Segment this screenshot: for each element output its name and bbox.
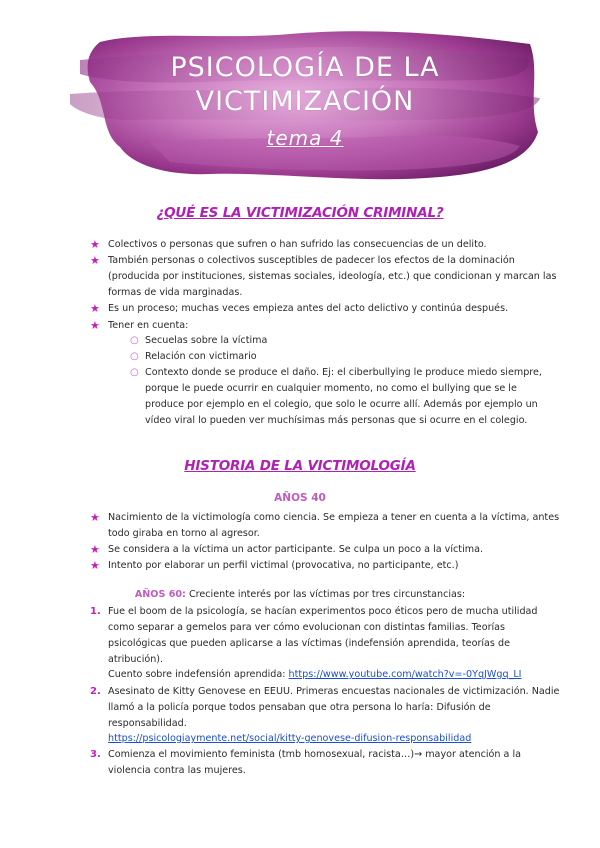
- bullet-text: formas de vida marginadas.: [108, 287, 243, 298]
- era-heading-40: AÑOS 40: [274, 492, 326, 504]
- youtube-link[interactable]: https://www.youtube.com/watch?v=-0YqJWgq_LI: [288, 669, 522, 680]
- circle-icon: ○: [130, 351, 139, 362]
- bullet-text: (producida por instituciones, sistemas sociales, ideología, etc.) que condicionan y marcan las: [108, 271, 557, 282]
- list-item-text: [108, 667, 522, 682]
- sub-item-text: porque le puede ocurrir en cualquier momento, no como el bullying que se le: [145, 383, 517, 394]
- page-title-line2: VICTIMIZACIÓN: [195, 86, 415, 117]
- list-item-text: violencia contra las mujeres.: [108, 765, 246, 776]
- list-number: 1.: [90, 606, 101, 617]
- star-icon: ★: [90, 302, 100, 315]
- page-subtitle: tema 4: [266, 126, 344, 150]
- list-item-text: Asesinato de Kitty Genovese en EEUU. Primeras encuestas nacionales de victimización. Nadie: [108, 686, 560, 697]
- star-icon: ★: [90, 559, 100, 572]
- list-item-text: responsabilidad.: [108, 718, 187, 729]
- page-title-line1: PSICOLOGÍA DE LA: [170, 52, 440, 83]
- bullet-text: Nacimiento de la victimología como ciencia. Se empieza a tener en cuenta a la víctima, antes: [108, 512, 560, 523]
- bullet-text: Es un proceso; muchas veces empieza antes del acto delictivo y continúa después.: [108, 303, 509, 314]
- bullet-text: Se considera a la víctima un actor participante. Se culpa un poco a la víctima.: [108, 544, 484, 555]
- link-label: Cuento sobre indefensión aprendida:: [108, 669, 289, 680]
- list-item-text: como separar a gemelos para ver cómo evolucionan con distintas familias. Teorías: [108, 622, 506, 633]
- bullet-text: todo giraba en torno al agresor.: [108, 528, 260, 539]
- circle-icon: ○: [130, 367, 139, 378]
- bullet-text: Colectivos o personas que sufren o han sufrido las consecuencias de un delito.: [108, 239, 487, 250]
- sub-item-text: produce por ejemplo en el colegio, que solo le ocurre allí. Además por ejemplo un: [145, 399, 538, 410]
- bullet-text: Intento por elaborar un perfil victimal (provocativa, no participante, etc.): [108, 560, 459, 571]
- star-icon: ★: [90, 543, 100, 556]
- circle-icon: ○: [130, 335, 139, 346]
- star-icon: ★: [90, 319, 100, 332]
- bullet-text: Tener en cuenta:: [108, 320, 189, 331]
- list-item-text: Fue el boom de la psicología, se hacían experimentos poco éticos pero de mucha utilidad: [108, 606, 538, 617]
- list-item-text: llamó a la policía porque todos pensaban que otra persona lo haría: Difusión de: [108, 702, 491, 713]
- header-banner: [60, 22, 550, 187]
- sub-item-text: Secuelas sobre la víctima: [145, 335, 268, 346]
- sub-item-text: vídeo viral lo pueden ver muchísimas más personas que si ocurre en el colegio.: [145, 415, 528, 426]
- list-item-text: atribución).: [108, 654, 164, 665]
- star-icon: ★: [90, 238, 100, 251]
- sub-item-text: Contexto donde se produce el daño. Ej: el ciberbullying le produce miedo siempre,: [145, 367, 542, 378]
- star-icon: ★: [90, 511, 100, 524]
- list-item-text: psicológicas que pueden aplicarse a las víctimas (indefensión aprendida, teorías de: [108, 638, 510, 649]
- list-item-text: [108, 731, 471, 746]
- list-item-text: Comienza el movimiento feminista (tmb homosexual, racista…)→ mayor atención a la: [108, 749, 522, 760]
- era-label-60: AÑOS 60:: [134, 589, 186, 600]
- bullet-text: También personas o colectivos susceptibles de padecer los efectos de la dominación: [108, 255, 515, 266]
- section-heading-victimizacion: ¿QUÉ ES LA VICTIMIZACIÓN CRIMINAL?: [156, 205, 444, 221]
- era-heading-60: [0, 587, 600, 602]
- psicologia-link[interactable]: https://psicologiaymente.net/social/kitty-genovese-difusion-responsabilidad: [108, 733, 472, 744]
- star-icon: ★: [90, 254, 100, 267]
- section-heading-historia: HISTORIA DE LA VICTIMOLOGÍA: [184, 458, 416, 474]
- sub-item-text: Relación con victimario: [145, 351, 257, 362]
- list-number: 3.: [90, 749, 101, 760]
- list-number: 2.: [90, 686, 101, 697]
- era-text-60: Creciente interés por las víctimas por tres circunstancias:: [185, 589, 466, 600]
